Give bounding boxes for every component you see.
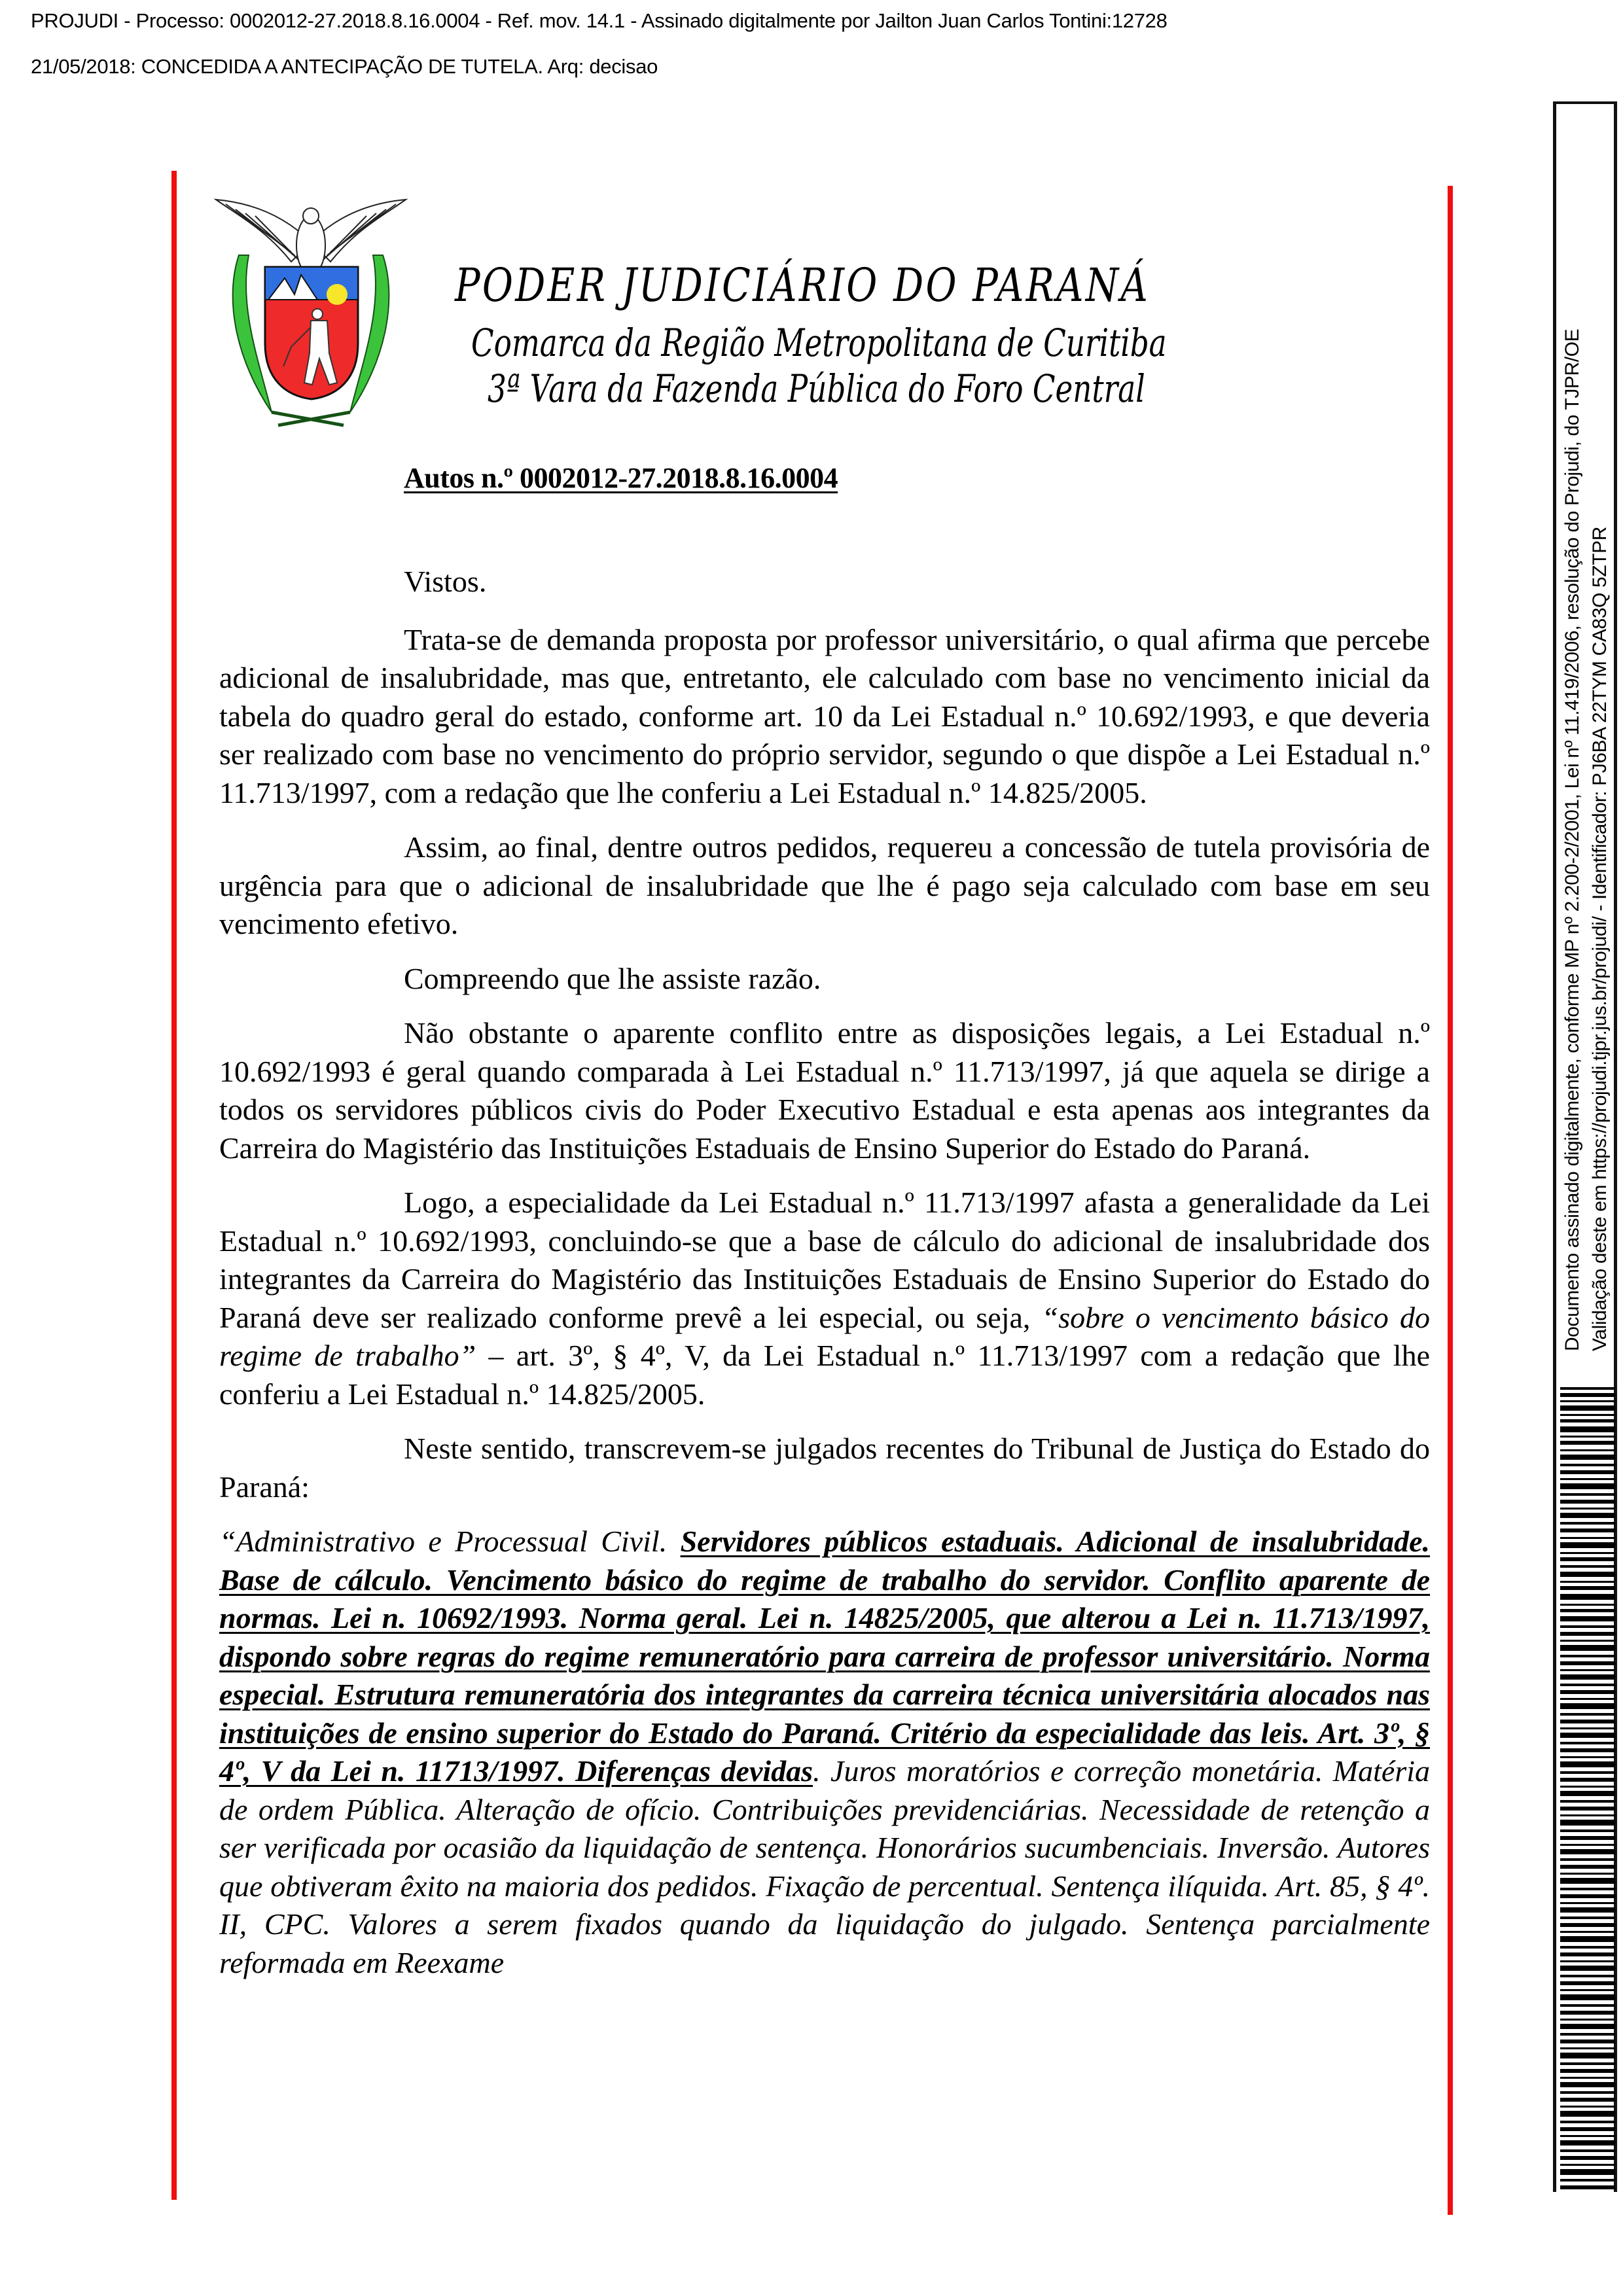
comarca-subtitle: Comarca da Região Metropolitana de Curitiba bbox=[471, 321, 1167, 365]
vara-subtitle: 3ª Vara da Fazenda Pública do Foro Central bbox=[488, 366, 1145, 411]
paragraph-1: Trata-se de demanda proposta por professor universitário, o qual afirma que percebe adicional de insalubridade, mas que, entretanto, ele calculado com base no vencimento inicial da tabela do quadro geral do estado, conforme art. 10 da Lei Estadual n.º 10.692/1993, e que deveria ser realizado com base no vencimento do próprio servidor, segundo o que dispõe a Lei Estadual n.º 11.713/1997, com a redação que lhe conferiu a Lei Estadual n.º 14.825/2005. bbox=[219, 622, 1430, 809]
quoted-law-excerpt: “sobre o vencimento básico do regime de trabalho” bbox=[219, 1300, 1430, 1372]
authentication-text bbox=[1559, 108, 1614, 1351]
decision-body bbox=[219, 563, 1430, 1982]
vistos: Vistos. bbox=[404, 565, 487, 598]
right-margin-line bbox=[1448, 186, 1453, 2215]
paragraph-5: Logo, a especialidade da Lei Estadual n.º 11.713/1997 afasta a generalidade da Lei Estadual n.º 10.692/1993, concluindo-se que a base de cálculo do adicional de insalubridade dos integrantes da Carreira do Magistério das Instituições Estaduais de Ensino Superior do Estado do Paraná deve ser realizado conforme prevê a lei especial, ou seja, “sobre o vencimento básico do regime de trabalho” – art. 3º, § 4º, V, da Lei Estadual n.º 11.713/1997 com a redação que lhe conferiu a Lei Estadual n.º 14.825/2005. bbox=[219, 1186, 1430, 1411]
case-number: Autos n.º 0002012-27.2018.8.16.0004 bbox=[404, 462, 838, 494]
paragraph-3: Compreendo que lhe assiste razão. bbox=[404, 961, 821, 995]
jurisprudence-quote: “Administrativo e Processual Civil. Servidores públicos estaduais. Adicional de insalubridade. Base de cálculo. Vencimento básico do regime de trabalho do servidor. Conflito aparente de normas. Lei n. 10692/1993. Norma geral. Lei n. 14825/2005, que alterou a Lei n. 11.713/1997, dispondo sobre regras do regime remuneratório para carreira de professor universitário. Norma especial. Estrutura remuneratória dos integrantes da carreira técnica universitária alocados nas instituições de ensino superior do Estado do Paraná. Critério da especialidade das leis. Art. 3º, § 4º, V da Lei n. 11713/1997. Diferenças devidas. Juros moratórios e correção monetária. Matéria de ordem Pública. Alteração de ofício. Contribuições previdenciárias. Necessidade de retenção a ser verificada por ocasião da liquidação de sentença. Honorários sucumbenciais. Inversão. Autores que obtiveram êxito na maioria dos pedidos. Fixação de percentual. Sentença ilíquida. Art. 85, § 4º. II, CPC. Valores a serem fixados quando da liquidação do julgado. Sentença parcialmente reformada em Reexame bbox=[219, 1525, 1430, 1979]
projudi-stamp-line-1: PROJUDI - Processo: 0002012-27.2018.8.16.0004 - Ref. mov. 14.1 - Assinado digitalmente por Jailton Juan Carlos Tontini:12728 bbox=[31, 9, 1168, 32]
projudi-stamp-line-2: 21/05/2018: CONCEDIDA A ANTECIPAÇÃO DE TUTELA. Arq: decisao bbox=[31, 55, 658, 78]
coat-of-arms-icon bbox=[213, 190, 409, 432]
left-margin-line bbox=[171, 171, 177, 2200]
paragraph-4: Não obstante o aparente conflito entre as disposições legais, a Lei Estadual n.º 10.692/1993 é geral quando comparada à Lei Estadual n.º 11.713/1997, já que aquela se dirige a todos os servidores públicos civis do Poder Executivo Estadual e esta apenas aos integrantes da Carreira do Magistério das Instituições Estaduais de Ensino Superior do Estado do Paraná. bbox=[219, 1016, 1430, 1165]
auth-line-2: Validação deste em https://projudi.tjpr.jus.br/projudi/ - Identificador: PJ6BA 22TYM CA83Q 5ZTPR bbox=[1589, 527, 1611, 1351]
paragraph-6: Neste sentido, transcrevem-se julgados recentes do Tribunal de Justiça do Estado do Paraná: bbox=[219, 1432, 1430, 1504]
court-title: PODER JUDICIÁRIO DO PARANÁ bbox=[455, 258, 1150, 312]
quote-emphasis: Servidores públicos estaduais. Adicional de insalubridade. Base de cálculo. Vencimento básico do regime de trabalho do servidor. Conflito aparente de normas. Lei n. 10692/1993. Norma geral. Lei n. 14825/2005, que alterou a Lei n. 11.713/1997, dispondo sobre regras do regime remuneratório para carreira de professor universitário. Norma especial. Estrutura remuneratória dos integrantes da carreira técnica universitária alocados nas instituições de ensino superior do Estado do Paraná. Critério da especialidade das leis. Art. 3º, § 4º, V da Lei n. 11713/1997. Diferenças devidas bbox=[219, 1525, 1430, 1788]
barcode-icon bbox=[1560, 1387, 1615, 2192]
auth-line-1: Documento assinado digitalmente, conforme MP nº 2.200-2/2001, Lei nº 11.419/2006, resolução do Projudi, do TJPR/OE bbox=[1561, 328, 1583, 1351]
paragraph-2: Assim, ao final, dentre outros pedidos, requereu a concessão de tutela provisória de urgência para que o adicional de insalubridade que lhe é pago seja calculado com base em seu vencimento efetivo. bbox=[219, 830, 1430, 940]
